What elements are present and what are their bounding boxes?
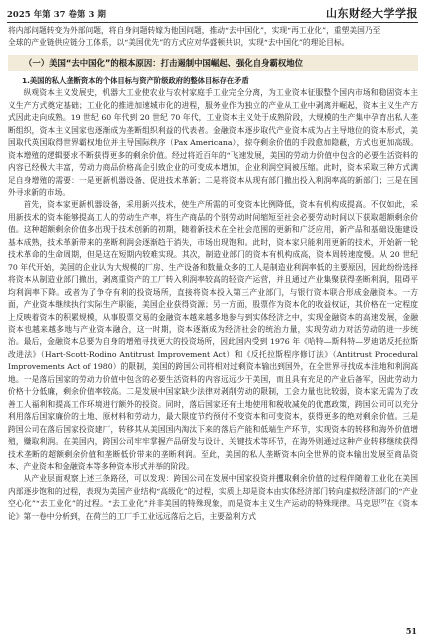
body-paragraph: 纵观资本主义发展史，机器大工业使农业与农村家庭手工业完全分离，为工业资本征服整个国内市场和稳固资本主义生产方式奠定基础；工业化的推进加速城市化的进程，服务业作为独立的产业从工业中剥离并崛起，资本主义生产方式因此走向成熟。19 世纪 60 年代到 20 世纪 70 年代，工业资本主义处于成熟阶段，大规模的生产集中孕育出私人垄断组织，资本主义国家也逐渐成为垄断组织利益的代表者。金融资本逐步取代产业资本成为占主导地位的资本形式，美国取代英国取得世界霸权地位并主导国际秩序（Pax Americana），掠夺剩余价值的手段愈加隐蔽，方式也更加高级。资本增殖的逻辑要求不断获得更多的剩余价值。经过将近百年的“飞速发展，美国的劳动力价值中包含的必要生活资料的内容已经极大丰富，劳动力商品价格高企引致企业的可变成本增加，企业利润空间被压缩。此时，资本采取三种方式满足自身增殖的需要：一是更新机器设备、促进技术革新；二是将资本从现有部门撤出投入利润率高的新部门；三是在国外寻求新的市场。: [8, 88, 418, 198]
issue-label: 2025 年第 37 卷第 3 期: [7, 9, 106, 19]
journal-name: 山东财经大学学报: [326, 7, 418, 20]
intro-line: 将内部问题转变为外部问题，将自身问题转嫁为他国问题，推动“去中国化”，实现“再工业化”，重塑美国乃至: [8, 26, 381, 35]
subsection-heading: 1.美国的私人垄断资本的个体目标与资产阶级政府的整体目标存在矛盾: [22, 75, 249, 85]
body-paragraph: 从产业层面观察上述三条路径，可以发现：跨国公司在发展中国家投资并攫取剩余价值的过程伴随着工业化在美国内部逐步饱和的过程，表现为美国产业结构“高级化”的过程，实质上却是资本由实体经济部门转向虚拟经济部门的“产业空心化”“去工业化”的过程。“去工业化”并非美国的特殊现象，而是资本主义生产运动的特殊现律。马克思[9]在《资本论》第一卷中分析到，在荷兰的工厂手工业远远落后之后，主要盈利方式: [8, 474, 418, 521]
intro-line: 全球的产业链供应链分工体系，以“美国优先”的方式应对华盛顿共识，实现“去中国化”的理论目标。: [8, 38, 350, 48]
section-heading: （一）美国“去中国化”的根本原因：打击遏制中国崛起、强化自身霸权地位: [8, 55, 418, 71]
page-number: 51: [405, 626, 417, 636]
running-header: [7, 4, 418, 23]
citation-marker: [9]: [379, 498, 387, 505]
article-body: [8, 25, 418, 523]
body-paragraph: 首先，资本家更新机器设备，采用新兴技术，使生产所需的可变资本比例降低，资本有机构成提高。不仅如此，采用新技术的资本能够提高工人的劳动生产率，将生产商品的个别劳动时间缩短至社会必要劳动时间以下获取超额剩余价值。这种超额剩余价值多出现于技术创新的初期，随着新技术在全社会范围的更新和广泛应用，新产品和基础设施建设基本成熟，技术革新带来的垄断利润会逐渐趋于消失，市场出现饱和。此时，资本家只能利用更新的技术，开始新一轮技术革命的生命周期，但是这在短期内较难实现。其次，制造业部门的资本有机构成高，资本周转速度慢。从 20 世纪 70 年代开始，美国的企业认为大规模的厂房、生产设备和数量众多的工人是制造业利润率低的主要原因，因此纷纷选择将资本从制造业部门撤出，剥离重资产的工厂转入利润率较高的轻资产运营，并且通过产业集聚获得垄断利润，阻碍平均利润率下降。或者为了争夺有利的投资场所，直接将资本投入第三产业部门，与银行资本联合形成金融资本。一方面，产业资本继续执行实际生产职能，美国企业获得资源；另一方面，股票作为资本化的收益权证，其价格在一定程度上反映着资本的积累规模，从事股票交易的金融资本越来越多地参与到实体经济之中，实现金融资本的高速发展，金融资本也越来越多地与产业资本融合，这一时期，资本逐渐成为经济社会的统治力量，实现劳动力对活劳动的进一步统治。最后，金融资本总要为自身的增殖寻找更大的投资场所，因此国内受到 1976 年《哈特—斯科特—罗迪诺反托拉斯改进法》（Hart-Scott-Rodino Antitrust Improvement Act）和《反托拉斯程序修订法》（Antitrust Procedural Improvements Act of 1980）的限制，美国的跨国公司将相对过剩资本输出到国外，在全世界寻找成本洼地和利润高地。一是落后国家的劳动力价值中包含的必要生活资料的内容远远少于美国，而且具有充足的产业后备军，因此劳动力价格十分低廉，剩余价值率较高。二是发展中国家缺少法律对剥削劳动的限制，工会力量也比较弱，资本家无需为了改善工人福利和提高工作环境进行额外的投资。同时，落后国家还有土地使用和税收减免的优惠政策，跨国公司可以充分利用落后国家廉价的土地、原材料和劳动力，最大限度节约预付不变资本和可变资本，获得更多的绝对剩余价值。三是跨国公司在落后国家投资建厂，转移其从美国国内淘汰下来的落后产能和低端生产环节，实现资本的转移和海外价值增殖，赚取利润。在美国内，跨国公司牢牢掌握产品研发与设计、关键技术等环节，在海外则通过这种产业转移继续获得技术垄断的超额剩余价值和垄断低价带来的垄断利润。至此，美国的私人垄断资本向全世界的资本输出发展至商品资本、产业资本和金融资本等多种资本形式并举的阶段。: [8, 200, 418, 471]
